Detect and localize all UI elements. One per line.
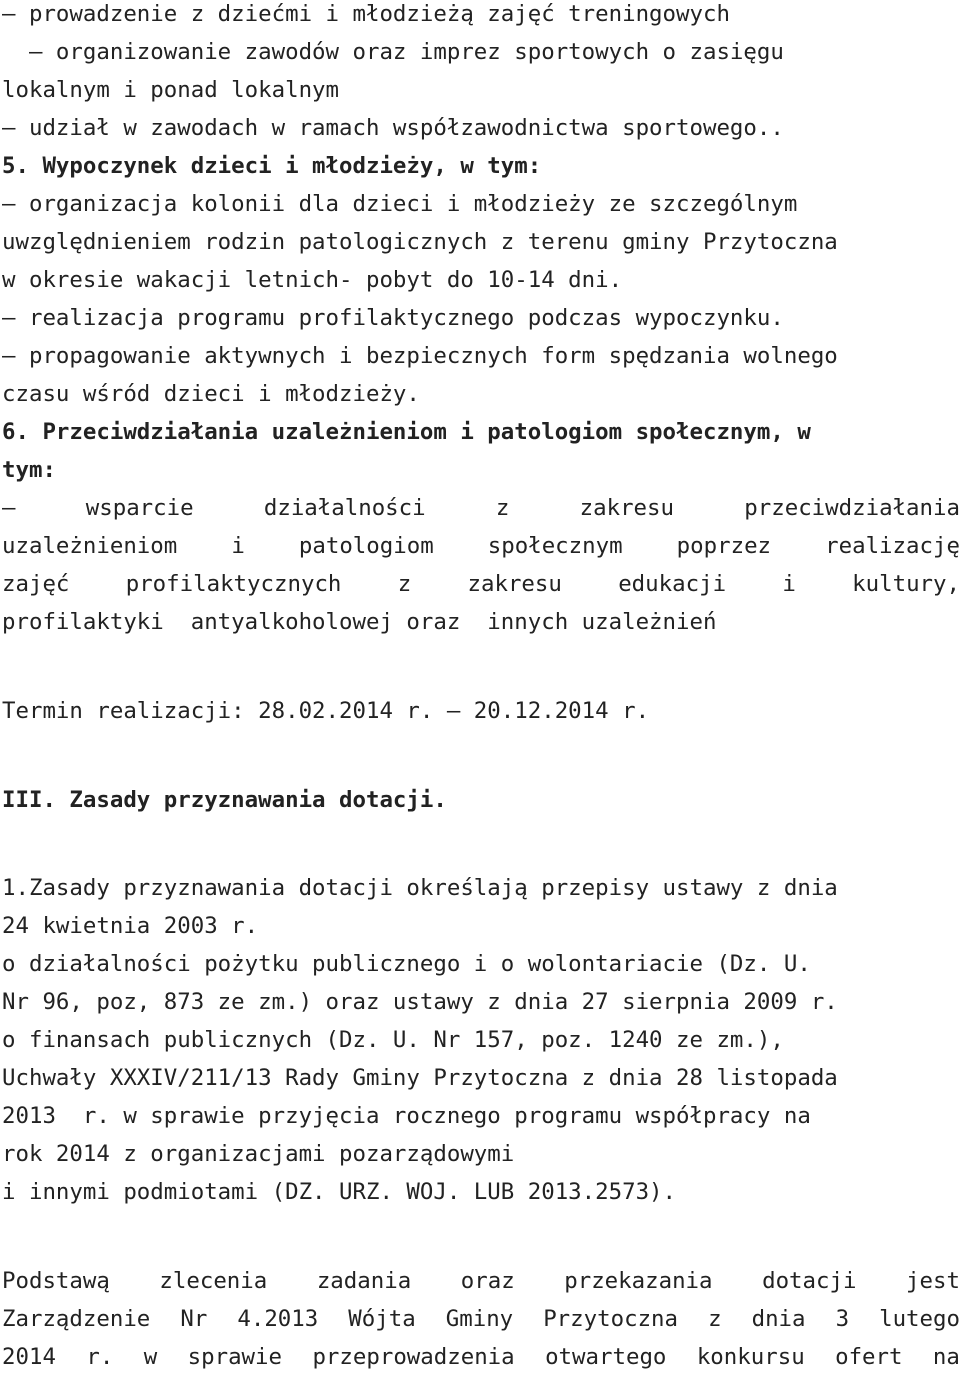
word: ofert [835, 1344, 903, 1370]
word: 2014 [2, 1344, 56, 1370]
section-6-heading-continued: tym: [2, 457, 56, 483]
word: profilaktycznych [125, 571, 342, 597]
text-line: – propagowanie aktywnych i bezpiecznych form spędzania wolnego [2, 343, 838, 369]
word: sprawie [187, 1344, 283, 1370]
text-line: w okresie wakacji letnich- pobyt do 10-14 dni. [2, 267, 623, 293]
justified-line [2, 1300, 960, 1338]
section-6 [2, 413, 960, 641]
word: działalności [263, 495, 426, 521]
text-line: i innymi podmiotami (DZ. URZ. WOJ. LUB 2013.2573). [2, 1179, 677, 1205]
word: na [932, 1344, 960, 1370]
word: zajęć [2, 571, 70, 597]
word: przekazania [564, 1268, 713, 1294]
text-line: – udział w zawodach w ramach współzawodnictwa sportowego.. [2, 115, 784, 141]
text-line: Nr 96, poz, 873 ze zm.) oraz ustawy z dnia 27 sierpnia 2009 r. [2, 989, 838, 1015]
section-3-heading: III. Zasady przyznawania dotacji. [2, 787, 447, 813]
justified-line [2, 1338, 960, 1376]
justified-line [2, 489, 960, 527]
word: i [782, 571, 796, 597]
section-3-paragraph [2, 869, 960, 1211]
word: przeprowadzenia [312, 1344, 515, 1370]
word: r. [86, 1344, 114, 1370]
section-5-heading: 5. Wypoczynek dzieci i młodzieży, w tym: [2, 153, 542, 179]
word: uzależnieniom [2, 533, 178, 559]
word: zadania [316, 1268, 412, 1294]
word: dotacji [762, 1268, 857, 1294]
word: Zarządzenie [2, 1306, 151, 1332]
word: Podstawą [2, 1268, 110, 1294]
justified-line [2, 1262, 960, 1300]
word: Gminy [445, 1306, 514, 1332]
word: jest [906, 1268, 960, 1294]
word: z [397, 571, 412, 597]
text-line: profilaktyki antyalkoholowej oraz innych uzależnień [2, 609, 717, 635]
word: konkursu [696, 1344, 805, 1370]
text-line: o finansach publicznych (Dz. U. Nr 157, poz. 1240 ze zm.), [2, 1027, 784, 1053]
text-line: Uchwały XXXIV/211/13 Rady Gminy Przytoczna z dnia 28 listopada [2, 1065, 838, 1091]
word: otwartego [545, 1344, 667, 1370]
text-line: czasu wśród dzieci i młodzieży. [2, 381, 420, 407]
word: przeciwdziałania [744, 495, 960, 521]
word: poprzez [676, 533, 772, 559]
realization-term: Termin realizacji: 28.02.2014 r. – 20.12.2014 r. [2, 698, 650, 724]
word: wsparcie [85, 495, 194, 521]
text-line: – realizacja programu profilaktycznego podczas wypoczynku. [2, 305, 784, 331]
section-6-heading: 6. Przeciwdziałania uzależnieniom i patologiom społecznym, w [2, 419, 811, 445]
word: patologiom [298, 533, 434, 559]
justified-line [2, 565, 960, 603]
word: dnia [751, 1306, 806, 1332]
text-line: rok 2014 z organizacjami pozarządowymi [2, 1141, 515, 1167]
text-line: uwzględnieniem rodzin patologicznych z terenu gminy Przytoczna [2, 229, 838, 255]
word: w [143, 1344, 158, 1370]
word: Wójta [348, 1306, 416, 1332]
text-line: 24 kwietnia 2003 r. [2, 913, 259, 939]
word: i [231, 533, 245, 559]
word: Nr [180, 1306, 208, 1332]
word: edukacji [618, 571, 727, 597]
text-line: lokalnym i ponad lokalnym [2, 77, 340, 103]
word: zakresu [467, 571, 562, 597]
section-4-tail [2, 0, 960, 147]
word: kultury, [852, 571, 960, 597]
word: – [2, 495, 16, 521]
word: realizację [825, 533, 960, 559]
word: lutego [879, 1306, 960, 1332]
text-line: – organizowanie zawodów oraz imprez sportowych o zasięgu [2, 39, 784, 65]
word: oraz [460, 1268, 515, 1294]
final-paragraph [2, 1262, 960, 1376]
text-line: – organizacja kolonii dla dzieci i młodzieży ze szczególnym [2, 191, 798, 217]
word: z [708, 1306, 722, 1332]
text-line: 1.Zasady przyznawania dotacji określają przepisy ustawy z dnia [2, 875, 838, 901]
word: społecznym [487, 533, 623, 559]
word: 4.2013 [237, 1306, 319, 1332]
text-line: – prowadzenie z dziećmi i młodzieżą zajęć treningowych [2, 1, 730, 27]
justified-line [2, 527, 960, 565]
text-line: o działalności pożytku publicznego i o wolontariacie (Dz. U. [2, 951, 811, 977]
section-5 [2, 147, 960, 413]
word: 3 [835, 1306, 850, 1332]
word: zakresu [579, 495, 675, 521]
document-page [2, 0, 960, 1376]
word: z [495, 495, 510, 521]
word: zlecenia [159, 1268, 268, 1294]
text-line: 2013 r. w sprawie przyjęcia rocznego programu współpracy na [2, 1103, 811, 1129]
word: Przytoczna [543, 1306, 679, 1332]
